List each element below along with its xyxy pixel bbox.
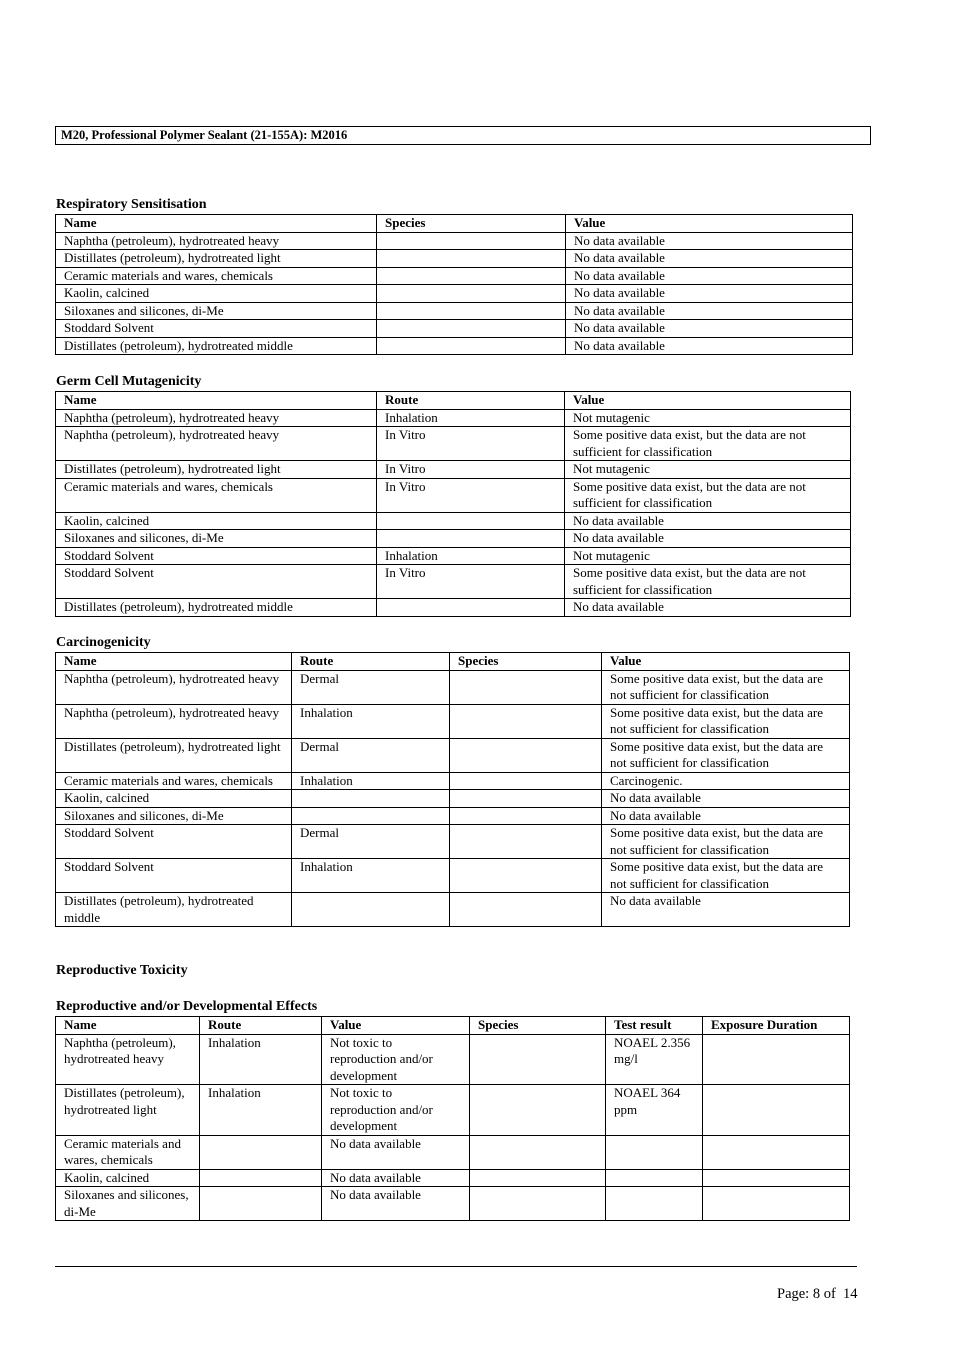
- table-cell: No data available: [602, 807, 850, 825]
- table-cell: [470, 1034, 606, 1085]
- table-cell: Dermal: [292, 825, 450, 859]
- table-cell: Some positive data exist, but the data are not sufficient for classification: [602, 825, 850, 859]
- table-cell: [450, 772, 602, 790]
- table-header-row: [56, 653, 850, 671]
- table-cell: Siloxanes and silicones, di-Me: [56, 1187, 200, 1221]
- table-cell: Kaolin, calcined: [56, 790, 292, 808]
- column-header: Route: [200, 1017, 322, 1035]
- table-cell: [703, 1187, 850, 1221]
- table-row: [56, 547, 851, 565]
- table-row: [56, 285, 853, 303]
- column-header: Species: [377, 215, 566, 233]
- table-cell: No data available: [602, 790, 850, 808]
- table-cell: [377, 599, 565, 617]
- table-cell: NOAEL 364 ppm: [606, 1085, 703, 1136]
- page-number-label: Page: 8 of 14: [777, 1286, 858, 1302]
- table-cell: Distillates (petroleum), hydrotreated light: [56, 461, 377, 479]
- table-cell: Dermal: [292, 670, 450, 704]
- repro-effects-table: [55, 1016, 850, 1221]
- table-cell: Not toxic to reproduction and/or development: [322, 1034, 470, 1085]
- table-cell: [450, 670, 602, 704]
- column-header: Value: [602, 653, 850, 671]
- table-cell: No data available: [602, 893, 850, 927]
- table-cell: Some positive data exist, but the data are not sufficient for classification: [602, 738, 850, 772]
- table-row: [56, 790, 850, 808]
- table-cell: Some positive data exist, but the data are not sufficient for classification: [565, 565, 851, 599]
- table-row: [56, 738, 850, 772]
- carcinogenicity-table: [55, 652, 850, 927]
- table-cell: Inhalation: [292, 772, 450, 790]
- table-cell: Naphtha (petroleum), hydrotreated heavy: [56, 1034, 200, 1085]
- germ-body: [56, 409, 851, 616]
- table-cell: Ceramic materials and wares, chemicals: [56, 478, 377, 512]
- table-cell: Naphtha (petroleum), hydrotreated heavy: [56, 427, 377, 461]
- table-cell: Distillates (petroleum), hydrotreated middle: [56, 893, 292, 927]
- table-cell: Some positive data exist, but the data are not sufficient for classification: [565, 478, 851, 512]
- table-cell: Ceramic materials and wares, chemicals: [56, 267, 377, 285]
- table-header-row: [56, 215, 853, 233]
- table-cell: [377, 337, 566, 355]
- table-row: [56, 337, 853, 355]
- table-cell: Distillates (petroleum), hydrotreated light: [56, 250, 377, 268]
- table-row: [56, 704, 850, 738]
- table-cell: Not mutagenic: [565, 547, 851, 565]
- table-cell: [703, 1169, 850, 1187]
- table-cell: [200, 1187, 322, 1221]
- repro-effects-body: [56, 1034, 850, 1221]
- table-cell: Naphtha (petroleum), hydrotreated heavy: [56, 232, 377, 250]
- table-cell: Stoddard Solvent: [56, 859, 292, 893]
- column-header: Value: [322, 1017, 470, 1035]
- table-cell: Carcinogenic.: [602, 772, 850, 790]
- table-cell: Inhalation: [377, 409, 565, 427]
- table-cell: [377, 285, 566, 303]
- table-row: [56, 670, 850, 704]
- table-cell: Kaolin, calcined: [56, 1169, 200, 1187]
- table-cell: Not mutagenic: [565, 461, 851, 479]
- table-row: [56, 772, 850, 790]
- column-header: Route: [292, 653, 450, 671]
- table-cell: In Vitro: [377, 461, 565, 479]
- table-cell: No data available: [566, 267, 853, 285]
- column-header: Name: [56, 215, 377, 233]
- table-cell: Siloxanes and silicones, di-Me: [56, 530, 377, 548]
- table-cell: No data available: [322, 1135, 470, 1169]
- table-cell: Naphtha (petroleum), hydrotreated heavy: [56, 704, 292, 738]
- table-cell: No data available: [322, 1169, 470, 1187]
- table-cell: Not mutagenic: [565, 409, 851, 427]
- table-cell: Siloxanes and silicones, di-Me: [56, 302, 377, 320]
- table-row: [56, 807, 850, 825]
- table-cell: Not toxic to reproduction and/or development: [322, 1085, 470, 1136]
- column-header: Name: [56, 653, 292, 671]
- table-row: [56, 267, 853, 285]
- table-row: [56, 409, 851, 427]
- column-header: Test result: [606, 1017, 703, 1035]
- respiratory-table: [55, 214, 853, 355]
- table-cell: [470, 1169, 606, 1187]
- table-cell: Kaolin, calcined: [56, 285, 377, 303]
- table-cell: No data available: [565, 599, 851, 617]
- table-cell: [450, 738, 602, 772]
- table-cell: [450, 807, 602, 825]
- table-cell: [606, 1187, 703, 1221]
- table-header-row: [56, 392, 851, 410]
- table-cell: [292, 893, 450, 927]
- table-row: [56, 250, 853, 268]
- table-cell: [450, 790, 602, 808]
- table-cell: Stoddard Solvent: [56, 320, 377, 338]
- table-cell: Some positive data exist, but the data are not sufficient for classification: [565, 427, 851, 461]
- column-header: Species: [470, 1017, 606, 1035]
- table-cell: Stoddard Solvent: [56, 565, 377, 599]
- table-cell: No data available: [566, 337, 853, 355]
- table-cell: [450, 893, 602, 927]
- table-cell: Distillates (petroleum), hydrotreated middle: [56, 337, 377, 355]
- table-row: [56, 320, 853, 338]
- table-row: [56, 1085, 850, 1136]
- table-cell: [200, 1135, 322, 1169]
- table-cell: Inhalation: [200, 1085, 322, 1136]
- table-cell: [470, 1085, 606, 1136]
- table-header-row: [56, 1017, 850, 1035]
- table-cell: Some positive data exist, but the data are not sufficient for classification: [602, 704, 850, 738]
- document-header: M20, Professional Polymer Sealant (21-155A): M2016: [55, 126, 871, 145]
- table-row: [56, 232, 853, 250]
- table-row: [56, 893, 850, 927]
- table-cell: In Vitro: [377, 565, 565, 599]
- respiratory-body: [56, 232, 853, 355]
- table-cell: Inhalation: [377, 547, 565, 565]
- page-number: [777, 1286, 858, 1303]
- table-cell: [703, 1135, 850, 1169]
- table-cell: [377, 302, 566, 320]
- table-cell: No data available: [566, 285, 853, 303]
- table-cell: [450, 825, 602, 859]
- table-row: [56, 512, 851, 530]
- column-header: Value: [565, 392, 851, 410]
- column-header: Value: [566, 215, 853, 233]
- table-cell: [377, 530, 565, 548]
- table-cell: [292, 790, 450, 808]
- table-cell: Stoddard Solvent: [56, 547, 377, 565]
- table-cell: No data available: [565, 530, 851, 548]
- table-cell: No data available: [566, 320, 853, 338]
- carcinogenicity-body: [56, 670, 850, 927]
- column-header: Name: [56, 392, 377, 410]
- table-row: [56, 825, 850, 859]
- column-header: Name: [56, 1017, 200, 1035]
- table-cell: Inhalation: [292, 704, 450, 738]
- table-cell: Ceramic materials and wares, chemicals: [56, 1135, 200, 1169]
- table-cell: Inhalation: [292, 859, 450, 893]
- table-cell: No data available: [566, 302, 853, 320]
- table-row: [56, 565, 851, 599]
- table-cell: No data available: [566, 250, 853, 268]
- table-cell: In Vitro: [377, 478, 565, 512]
- table-cell: [450, 704, 602, 738]
- table-row: [56, 859, 850, 893]
- column-header: Route: [377, 392, 565, 410]
- table-cell: [292, 807, 450, 825]
- table-cell: Distillates (petroleum), hydrotreated light: [56, 1085, 200, 1136]
- table-row: [56, 1187, 850, 1221]
- table-row: [56, 302, 853, 320]
- column-header: Species: [450, 653, 602, 671]
- table-cell: [377, 267, 566, 285]
- table-cell: No data available: [566, 232, 853, 250]
- table-cell: Naphtha (petroleum), hydrotreated heavy: [56, 670, 292, 704]
- table-cell: [470, 1187, 606, 1221]
- table-row: [56, 427, 851, 461]
- table-cell: [470, 1135, 606, 1169]
- table-cell: [377, 320, 566, 338]
- table-cell: [377, 250, 566, 268]
- reproductive-title: Reproductive Toxicity: [56, 963, 188, 978]
- table-row: [56, 599, 851, 617]
- table-row: [56, 530, 851, 548]
- germ-title: Germ Cell Mutagenicity: [56, 374, 202, 389]
- table-cell: [606, 1135, 703, 1169]
- table-cell: NOAEL 2.356 mg/l: [606, 1034, 703, 1085]
- table-row: [56, 1034, 850, 1085]
- table-cell: Ceramic materials and wares, chemicals: [56, 772, 292, 790]
- table-cell: Dermal: [292, 738, 450, 772]
- table-cell: Some positive data exist, but the data are not sufficient for classification: [602, 670, 850, 704]
- table-cell: [703, 1085, 850, 1136]
- table-cell: Distillates (petroleum), hydrotreated light: [56, 738, 292, 772]
- footer-divider: [55, 1266, 857, 1267]
- table-cell: Some positive data exist, but the data are not sufficient for classification: [602, 859, 850, 893]
- table-cell: Kaolin, calcined: [56, 512, 377, 530]
- carcinogenicity-title: Carcinogenicity: [56, 635, 151, 650]
- table-cell: Distillates (petroleum), hydrotreated middle: [56, 599, 377, 617]
- table-cell: [377, 512, 565, 530]
- table-cell: Siloxanes and silicones, di-Me: [56, 807, 292, 825]
- table-row: [56, 461, 851, 479]
- table-cell: [450, 859, 602, 893]
- table-row: [56, 1169, 850, 1187]
- table-cell: Stoddard Solvent: [56, 825, 292, 859]
- table-cell: Naphtha (petroleum), hydrotreated heavy: [56, 409, 377, 427]
- column-header: Exposure Duration: [703, 1017, 850, 1035]
- table-cell: Inhalation: [200, 1034, 322, 1085]
- table-cell: [377, 232, 566, 250]
- table-row: [56, 478, 851, 512]
- table-row: [56, 1135, 850, 1169]
- table-cell: [200, 1169, 322, 1187]
- respiratory-title: Respiratory Sensitisation: [56, 197, 207, 212]
- repro-effects-title: Reproductive and/or Developmental Effects: [56, 999, 318, 1014]
- table-cell: In Vitro: [377, 427, 565, 461]
- table-cell: [703, 1034, 850, 1085]
- germ-table: [55, 391, 851, 617]
- table-cell: No data available: [322, 1187, 470, 1221]
- table-cell: No data available: [565, 512, 851, 530]
- table-cell: [606, 1169, 703, 1187]
